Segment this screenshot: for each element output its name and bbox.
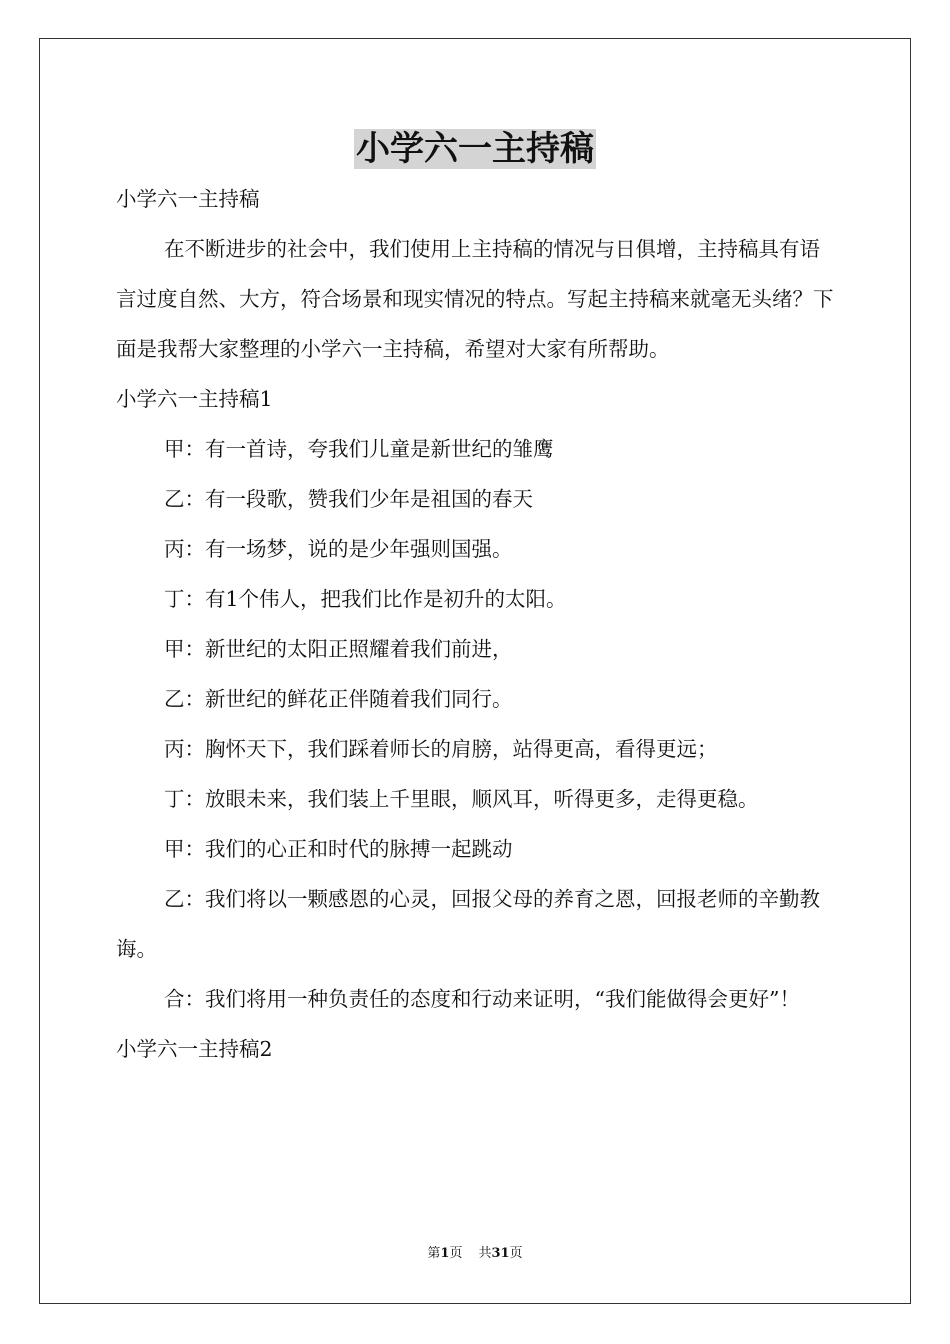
document-title <box>0 126 950 172</box>
total-prefix: 共 <box>478 1246 492 1261</box>
section-heading: 小学六一主持稿1 <box>116 387 273 411</box>
body-paragraph: 甲：有一首诗，夸我们儿童是新世纪的雏鹰 <box>164 437 554 461</box>
body-paragraph: 丙：胸怀天下，我们踩着师长的肩膀，站得更高，看得更远； <box>164 737 718 761</box>
page-prefix: 第 <box>427 1246 441 1261</box>
total-suffix: 页 <box>509 1246 523 1261</box>
page-suffix: 页 <box>449 1246 463 1261</box>
total-pages: 31 <box>491 1246 510 1261</box>
body-paragraph: 甲：新世纪的太阳正照耀着我们前进， <box>164 637 513 661</box>
section-heading: 小学六一主持稿2 <box>116 1037 273 1061</box>
body-paragraph: 乙：有一段歌，赞我们少年是祖国的春天 <box>164 487 533 511</box>
document-body <box>116 174 836 1074</box>
section-heading: 小学六一主持稿 <box>116 187 260 211</box>
body-paragraph: 丙：有一场梦，说的是少年强则国强。 <box>164 537 513 561</box>
body-paragraph: 在不断进步的社会中，我们使用上主持稿的情况与日俱增，主持稿具有语言过度自然、大方，符合场景和现实情况的特点。写起主持稿来就毫无头绪？下面是我帮大家整理的小学六一主持稿，希望对大家有所帮助。 <box>116 237 834 361</box>
page-number: 1 <box>440 1246 450 1261</box>
body-paragraph: 乙：新世纪的鲜花正伴随着我们同行。 <box>164 687 513 711</box>
page-footer <box>0 1244 950 1264</box>
body-paragraph: 合：我们将用一种负责任的态度和行动来证明，“我们能做得会更好”！ <box>164 987 800 1011</box>
body-paragraph: 乙：我们将以一颗感恩的心灵，回报父母的养育之恩，回报老师的辛勤教诲。 <box>116 887 820 961</box>
body-paragraph: 丁：有1个伟人，把我们比作是初升的太阳。 <box>164 587 567 611</box>
body-paragraph: 丁：放眼未来，我们装上千里眼，顺风耳，听得更多，走得更稳。 <box>164 787 759 811</box>
document-title-text: 小学六一主持稿 <box>356 129 594 169</box>
body-paragraph: 甲：我们的心正和时代的脉搏一起跳动 <box>164 837 513 861</box>
